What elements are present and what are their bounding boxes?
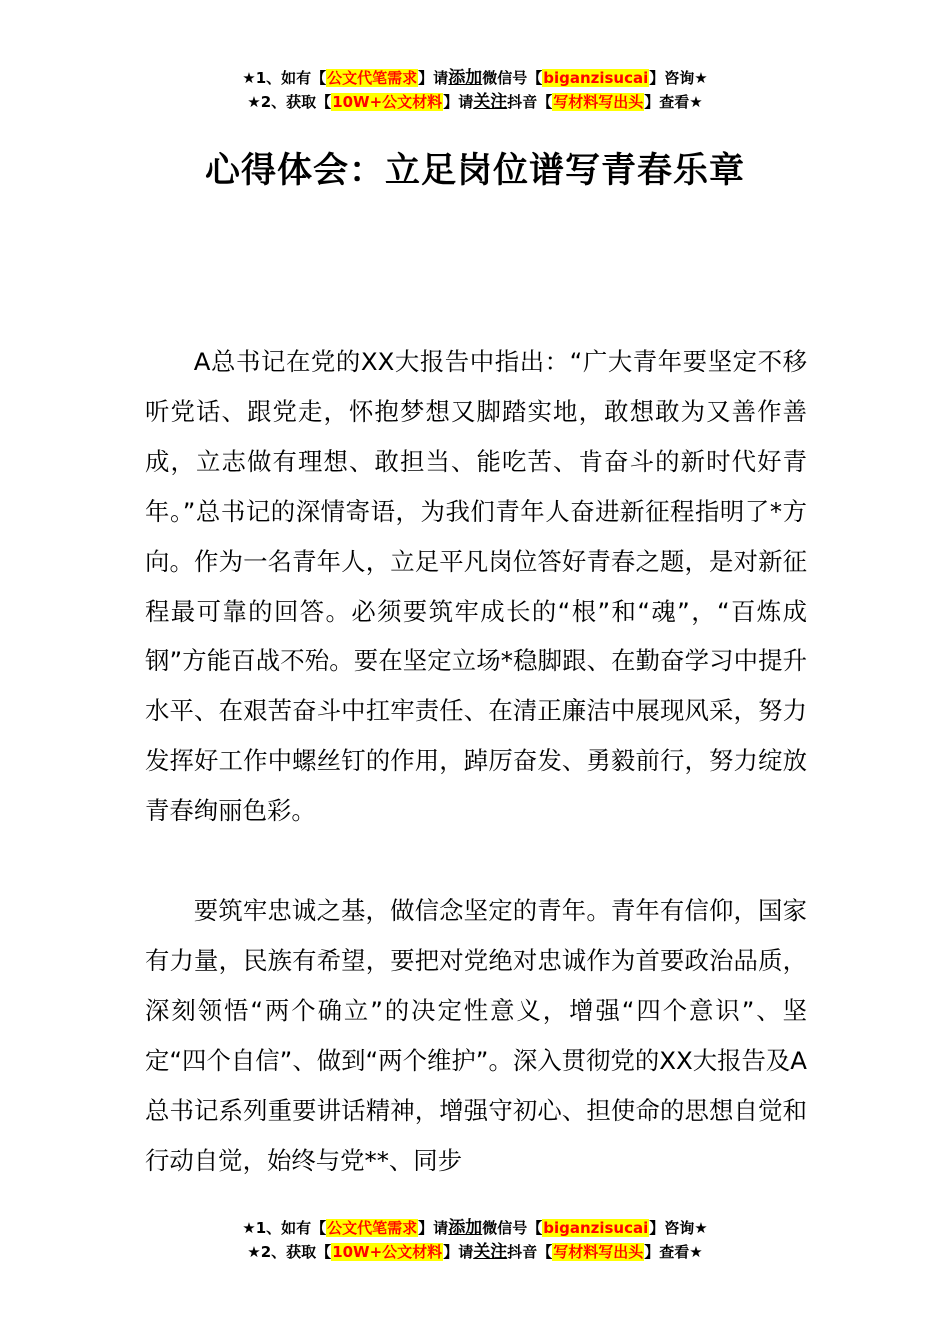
promo-footer-line-2-prefix: ★2、获取【 [247,1243,332,1261]
promo-line-1-highlight-wechat: biganzisucai [543,69,649,87]
promo-line-2-highlight-materials: 10W+公文材料 [332,93,443,111]
promo-footer-line-1-highlight-service: 公文代笔需求 [327,1219,418,1237]
promo-line-1-prefix: ★1、如有【 [242,69,327,87]
promo-header [0,66,950,114]
promo-footer-line-2-highlight-materials: 10W+公文材料 [332,1243,443,1261]
body-paragraph-1: A总书记在党的XX大报告中指出：“广大青年要坚定不移听党话、跟党走，怀抱梦想又脚踏实地，敢想敢为又善作善成，立志做有理想、敢担当、能吃苦、肯奋斗的新时代好青年。”总书记的深情寄语，为我们青年人奋进新征程指明了*方向。作为一名青年人，立足平凡岗位答好青春之题，是对新征程最可靠的回答。必须要筑牢成长的“根”和“魂”，“百炼成钢”方能百战不殆。要在坚定立场*稳脚跟、在勤奋学习中提升水平、在艰苦奋斗中扛牢责任、在清正廉洁中展现风采，努力发挥好工作中螺丝钉的作用，踔厉奋发、勇毅前行，努力绽放青春绚丽色彩。 [145,347,807,826]
promo-footer-line-1-highlight-wechat: biganzisucai [543,1219,649,1237]
promo-line-2-highlight-douyin: 写材料写出头 [553,93,644,111]
promo-footer-line-2-underline: 关注 [473,1242,508,1262]
promo-line-1-highlight-service: 公文代笔需求 [327,69,418,87]
promo-line-2-mid: 】请 [443,93,474,111]
promo-line-2 [0,90,950,114]
body-paragraph-2: 要筑牢忠诚之基，做信念坚定的青年。青年有信仰，国家有力量，民族有希望，要把对党绝对忠诚作为首要政治品质，深刻领悟“两个确立”的决定性意义，增强“四个意识”、坚定“四个自信”、做到“两个维护”。深入贯彻党的XX大报告及A总书记系列重要讲话精神，增强守初心、担使命的思想自觉和行动自觉，始终与党**、同步 [145,896,807,1175]
promo-line-2-underline: 关注 [473,92,508,112]
promo-line-1 [0,66,950,90]
promo-footer-line-1-suffix: 】咨询★ [649,1219,708,1237]
promo-footer-line-1-mid2: 微信号【 [482,1219,543,1237]
promo-footer-line-1-prefix: ★1、如有【 [242,1219,327,1237]
promo-line-1-mid: 】请 [418,69,449,87]
promo-footer-line-1-mid: 】请 [418,1219,449,1237]
promo-footer [0,1216,950,1264]
promo-footer-line-1-underline: 添加 [448,1218,483,1238]
promo-footer-line-2 [0,1240,950,1264]
promo-line-1-underline: 添加 [448,68,483,88]
promo-footer-line-2-suffix: 】查看★ [644,1243,703,1261]
promo-line-2-mid2: 抖音【 [507,93,553,111]
document-title: 心得体会：立足岗位谱写青春乐章 [204,151,745,191]
promo-footer-line-1 [0,1216,950,1240]
promo-footer-line-2-mid2: 抖音【 [507,1243,553,1261]
promo-line-1-mid2: 微信号【 [482,69,543,87]
promo-line-2-suffix: 】查看★ [644,93,703,111]
promo-line-2-prefix: ★2、获取【 [247,93,332,111]
promo-footer-line-2-mid: 】请 [443,1243,474,1261]
promo-footer-line-2-highlight-douyin: 写材料写出头 [553,1243,644,1261]
promo-line-1-suffix: 】咨询★ [649,69,708,87]
